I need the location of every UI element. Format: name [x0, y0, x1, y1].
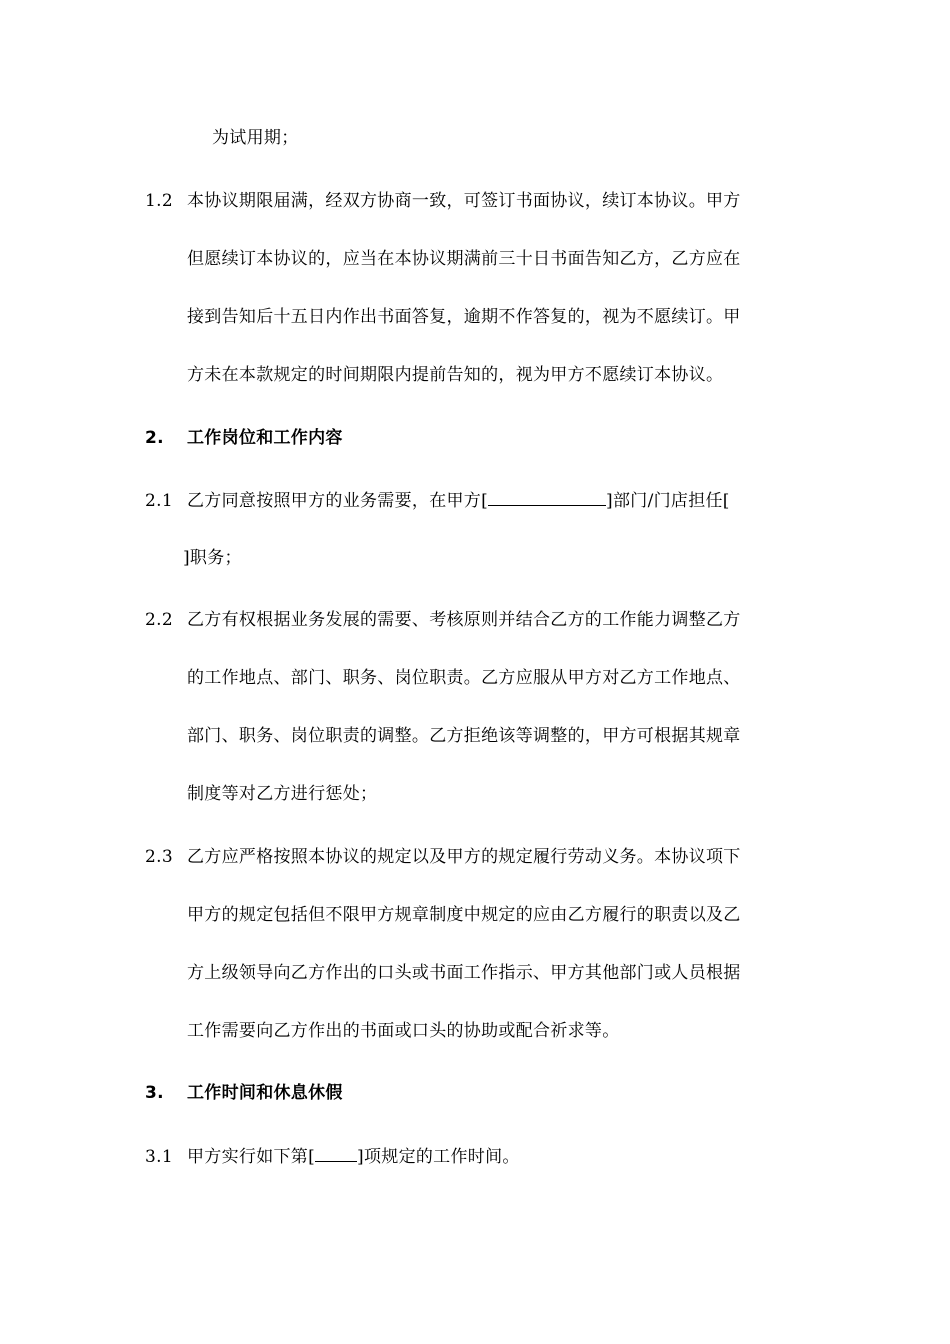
clause-text: ]项规定的工作时间。 — [357, 1147, 520, 1167]
clause-text: ]职务； — [183, 548, 242, 568]
paragraph-text: 为试用期； — [212, 128, 299, 148]
clause-number: 3.1 — [145, 1147, 173, 1167]
clause-text: 制度等对乙方进行惩处； — [187, 784, 378, 804]
clause-text: 本协议期限届满，经双方协商一致，可签订书面协议，续订本协议。甲方 — [187, 191, 741, 211]
clause-1-2-line-3 — [187, 307, 741, 327]
clause-text: 方上级领导向乙方作出的口头或书面工作指示、甲方其他部门或人员根据 — [187, 963, 741, 983]
clause-text: 但愿续订本协议的，应当在本协议期满前三十日书面告知乙方，乙方应在 — [187, 249, 741, 269]
work-time-item-blank[interactable] — [315, 1146, 357, 1162]
clause-2-2-line-3 — [187, 726, 741, 746]
section-number: 2. — [145, 428, 164, 448]
clause-text: 方未在本款规定的时间期限内提前告知的，视为甲方不愿续订本协议。 — [187, 365, 724, 385]
clause-2-1-line-1 — [145, 490, 730, 511]
clause-number: 2.3 — [145, 847, 173, 867]
department-blank[interactable] — [488, 490, 606, 506]
clause-number: 1.2 — [145, 191, 173, 211]
clause-text: 的工作地点、部门、职务、岗位职责。乙方应服从甲方对乙方工作地点、 — [187, 668, 741, 688]
clause-number: 2.1 — [145, 491, 173, 511]
clause-2-2-line-1 — [145, 610, 741, 630]
section-title: 工作岗位和工作内容 — [187, 428, 343, 448]
clause-2-2-line-2 — [187, 668, 741, 688]
section-title: 工作时间和休息休假 — [187, 1083, 343, 1103]
clause-text: 乙方应严格按照本协议的规定以及甲方的规定履行劳动义务。本协议项下 — [187, 847, 741, 867]
section-2-heading — [145, 428, 343, 448]
clause-1-2-line-4 — [187, 365, 723, 385]
section-number: 3. — [145, 1083, 164, 1103]
clause-2-2-line-4 — [187, 784, 377, 804]
clause-text: ]部门/门店担任[ — [606, 491, 730, 511]
clause-text: 乙方同意按照甲方的业务需要，在甲方[ — [187, 491, 489, 511]
clause-2-1-line-2 — [183, 548, 242, 568]
clause-number: 2.2 — [145, 610, 173, 630]
clause-2-3-line-3 — [187, 963, 741, 983]
paragraph-continuation — [212, 128, 299, 148]
clause-text: 甲方的规定包括但不限甲方规章制度中规定的应由乙方履行的职责以及乙 — [187, 905, 741, 925]
clause-2-3-line-4 — [187, 1021, 620, 1041]
clause-1-2-line-2 — [187, 249, 741, 269]
clause-2-3-line-1 — [145, 847, 741, 867]
clause-text: 接到告知后十五日内作出书面答复，逾期不作答复的，视为不愿续订。甲 — [187, 307, 741, 327]
clause-3-1-line-1 — [145, 1146, 520, 1167]
section-3-heading — [145, 1083, 343, 1103]
clause-text: 工作需要向乙方作出的书面或口头的协助或配合祈求等。 — [187, 1021, 620, 1041]
clause-2-3-line-2 — [187, 905, 741, 925]
clause-1-2-line-1 — [145, 191, 741, 211]
clause-text: 部门、职务、岗位职责的调整。乙方拒绝该等调整的，甲方可根据其规章 — [187, 726, 741, 746]
clause-text: 乙方有权根据业务发展的需要、考核原则并结合乙方的工作能力调整乙方 — [187, 610, 741, 630]
clause-text: 甲方实行如下第[ — [187, 1147, 316, 1167]
